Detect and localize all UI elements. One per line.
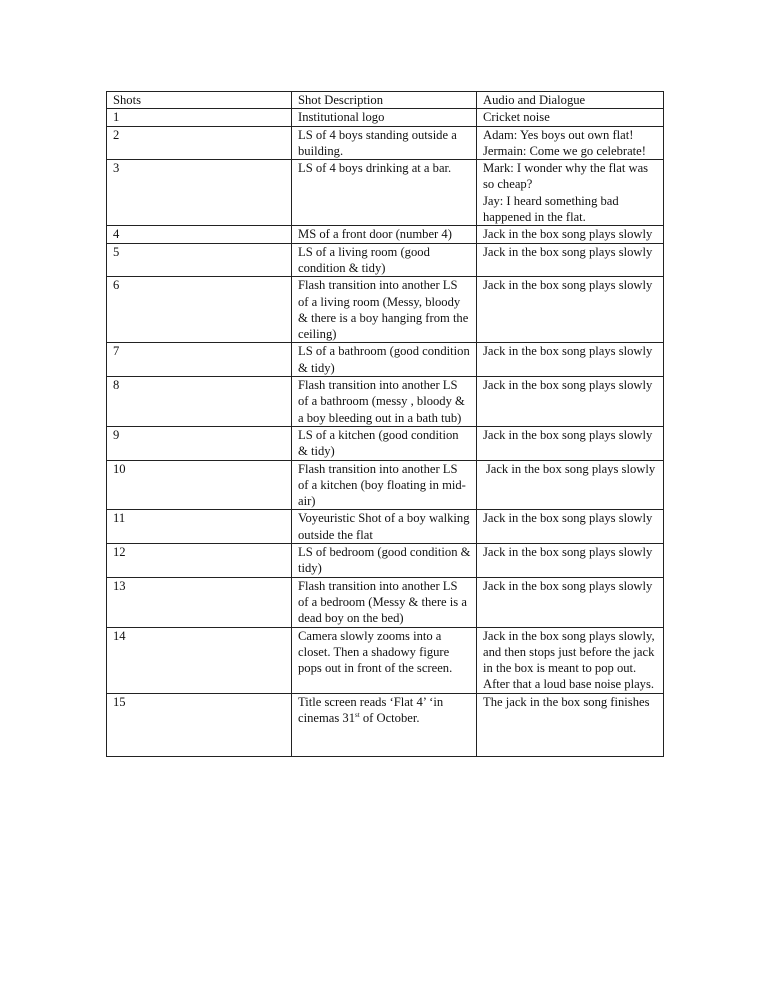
description-text: Title screen reads ‘Flat 4’ ‘in cinemas 31	[298, 694, 444, 725]
audio-dialogue: Jack in the box song plays slowly	[477, 377, 664, 427]
shot-number: 5	[107, 243, 292, 277]
audio-dialogue: Cricket noise	[477, 109, 664, 126]
table-row	[107, 627, 664, 693]
shot-description: Flash transition into another LS of a living room (Messy, bloody & there is a boy hanging from the ceiling)	[292, 277, 477, 343]
shot-description: LS of a kitchen (good condition & tidy)	[292, 426, 477, 460]
ordinal-suffix: st	[355, 710, 360, 719]
audio-dialogue: Jack in the box song plays slowly	[477, 510, 664, 544]
table-row	[107, 377, 664, 427]
audio-dialogue: Jack in the box song plays slowly	[477, 544, 664, 578]
shot-description: Flash transition into another LS of a bedroom (Messy & there is a dead boy on the bed)	[292, 577, 477, 627]
shot-description	[292, 693, 477, 756]
table-row	[107, 126, 664, 160]
shot-description: LS of a bathroom (good condition & tidy)	[292, 343, 477, 377]
audio-dialogue: Jack in the box song plays slowly	[477, 577, 664, 627]
audio-dialogue: Jack in the box song plays slowly	[477, 426, 664, 460]
table-row	[107, 109, 664, 126]
header-shots: Shots	[107, 92, 292, 109]
shot-number: 2	[107, 126, 292, 160]
shot-description: Institutional logo	[292, 109, 477, 126]
audio-dialogue	[477, 126, 664, 160]
header-shot-description: Shot Description	[292, 92, 477, 109]
audio-dialogue	[477, 160, 664, 226]
table-row	[107, 343, 664, 377]
table-row	[107, 243, 664, 277]
shot-number: 6	[107, 277, 292, 343]
shot-number: 4	[107, 226, 292, 243]
header-audio-dialogue: Audio and Dialogue	[477, 92, 664, 109]
shot-description: Flash transition into another LS of a bathroom (messy , bloody & a boy bleeding out in a bath tub)	[292, 377, 477, 427]
audio-dialogue: Jack in the box song plays slowly	[477, 343, 664, 377]
audio-dialogue: Jack in the box song plays slowly	[477, 243, 664, 277]
shot-description: LS of 4 boys standing outside a building.	[292, 126, 477, 160]
shot-description: LS of 4 boys drinking at a bar.	[292, 160, 477, 226]
dialogue-line: Jermain: Come we go celebrate!	[483, 143, 646, 158]
description-text: of October.	[359, 710, 420, 725]
shot-description: Voyeuristic Shot of a boy walking outside the flat	[292, 510, 477, 544]
shot-number: 10	[107, 460, 292, 510]
dialogue-line: Mark: I wonder why the flat was so cheap?	[483, 161, 649, 192]
shot-description: Camera slowly zooms into a closet. Then a shadowy figure pops out in front of the screen.	[292, 627, 477, 693]
table-header-row	[107, 92, 664, 109]
shot-list-table	[106, 91, 664, 757]
table-row	[107, 426, 664, 460]
dialogue-line: Jay: I heard something bad happened in the flat.	[483, 193, 619, 225]
shot-number: 15	[107, 693, 292, 756]
shot-number: 11	[107, 510, 292, 544]
audio-dialogue: Jack in the box song plays slowly	[477, 226, 664, 243]
table-row	[107, 577, 664, 627]
shot-description: Flash transition into another LS of a kitchen (boy floating in mid-air)	[292, 460, 477, 510]
table-row	[107, 160, 664, 226]
shot-number: 3	[107, 160, 292, 226]
shot-description: LS of a living room (good condition & tidy)	[292, 243, 477, 277]
table-row	[107, 693, 664, 756]
shot-number: 8	[107, 377, 292, 427]
audio-dialogue: Jack in the box song plays slowly	[477, 460, 664, 510]
audio-dialogue: Jack in the box song plays slowly, and then stops just before the jack in the box is meant to pop out. After that a loud base noise plays.	[477, 627, 664, 693]
shot-number: 14	[107, 627, 292, 693]
shot-number: 13	[107, 577, 292, 627]
dialogue-line: Adam: Yes boys out own flat!	[483, 127, 634, 142]
shot-number: 12	[107, 544, 292, 578]
table-row	[107, 226, 664, 243]
shot-number: 1	[107, 109, 292, 126]
table-row	[107, 510, 664, 544]
audio-dialogue: The jack in the box song finishes	[477, 693, 664, 756]
table-row	[107, 544, 664, 578]
table-row	[107, 277, 664, 343]
shot-description: MS of a front door (number 4)	[292, 226, 477, 243]
audio-dialogue: Jack in the box song plays slowly	[477, 277, 664, 343]
shot-description: LS of bedroom (good condition & tidy)	[292, 544, 477, 578]
table-row	[107, 460, 664, 510]
shot-number: 9	[107, 426, 292, 460]
shot-number: 7	[107, 343, 292, 377]
